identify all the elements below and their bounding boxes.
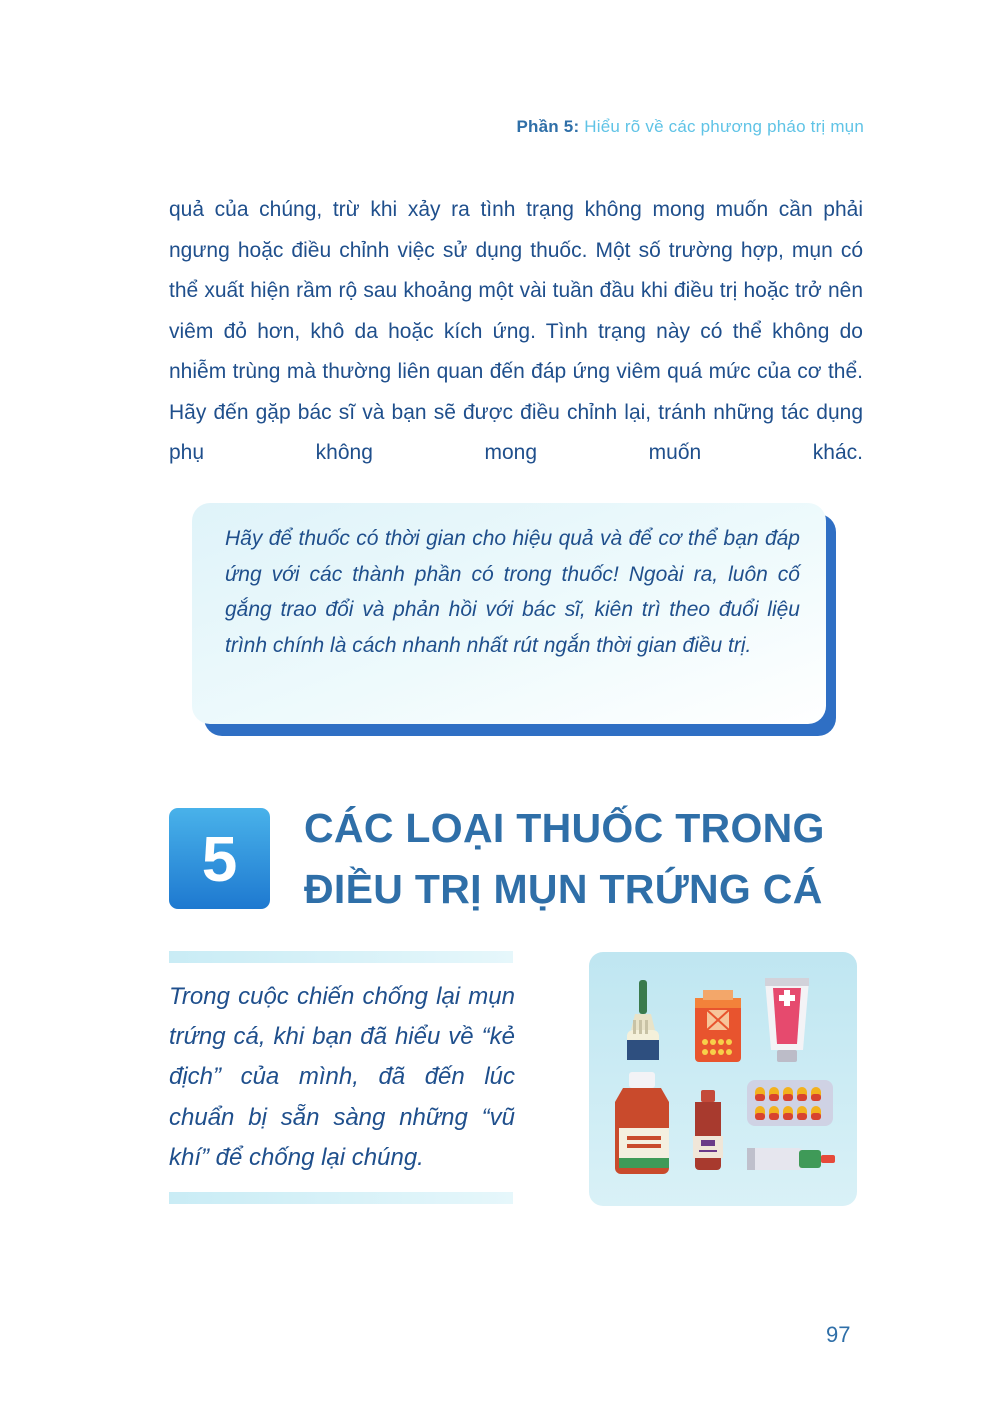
part-title: Hiểu rõ về các phương pháo trị mụn	[584, 117, 864, 136]
running-header	[517, 117, 865, 137]
callout-text: Hãy để thuốc có thời gian cho hiệu quả và để cơ thể bạn đáp ứng với các thành phần có trong thuốc! Ngoài ra, luôn cố gắng trao đổi và phản hồi với bác sĩ, kiên trì theo đuổi liệu trình chính là cách nhanh nhất rút ngắn thời gian điều trị.	[225, 527, 800, 657]
intro-bottom-bar	[169, 1192, 513, 1204]
medicine-bottles-icon	[589, 952, 857, 1206]
medicine-illustration	[589, 952, 857, 1206]
section-number-badge: 5	[169, 808, 270, 909]
part-label: Phần 5:	[516, 117, 580, 136]
intro-top-bar	[169, 951, 513, 963]
section-title	[304, 798, 825, 920]
body-paragraph: quả của chúng, trừ khi xảy ra tình trạng không mong muốn cần phải ngưng hoặc điều chỉnh việc sử dụng thuốc. Một số trường hợp, mụn có thể xuất hiện rầm rộ sau khoảng một vài tuần đầu khi điều trị hoặc trở nên viêm đỏ hơn, khô da hoặc kích ứng. Tình trạng này có thể không do nhiễm trùng mà thường liên quan đến đáp ứng viêm quá mức của cơ thể. Hãy đến gặp bác sĩ và bạn sẽ được điều chỉnh lại, tránh những tác dụng phụ không mong muốn khác.	[169, 198, 863, 464]
callout-box	[192, 503, 826, 724]
section-title-line-2: ĐIỀU TRỊ MỤN TRỨNG CÁ	[304, 866, 823, 912]
section-title-line-1: CÁC LOẠI THUỐC TRONG	[304, 805, 825, 851]
page-number: 97	[826, 1322, 851, 1347]
intro-text: Trong cuộc chiến chống lại mụn trứng cá, khi bạn đã hiểu về “kẻ địch” của mình, đã đến lúc chuẩn bị sẵn sàng những “vũ khí” để chống lại chúng.	[169, 983, 515, 1171]
